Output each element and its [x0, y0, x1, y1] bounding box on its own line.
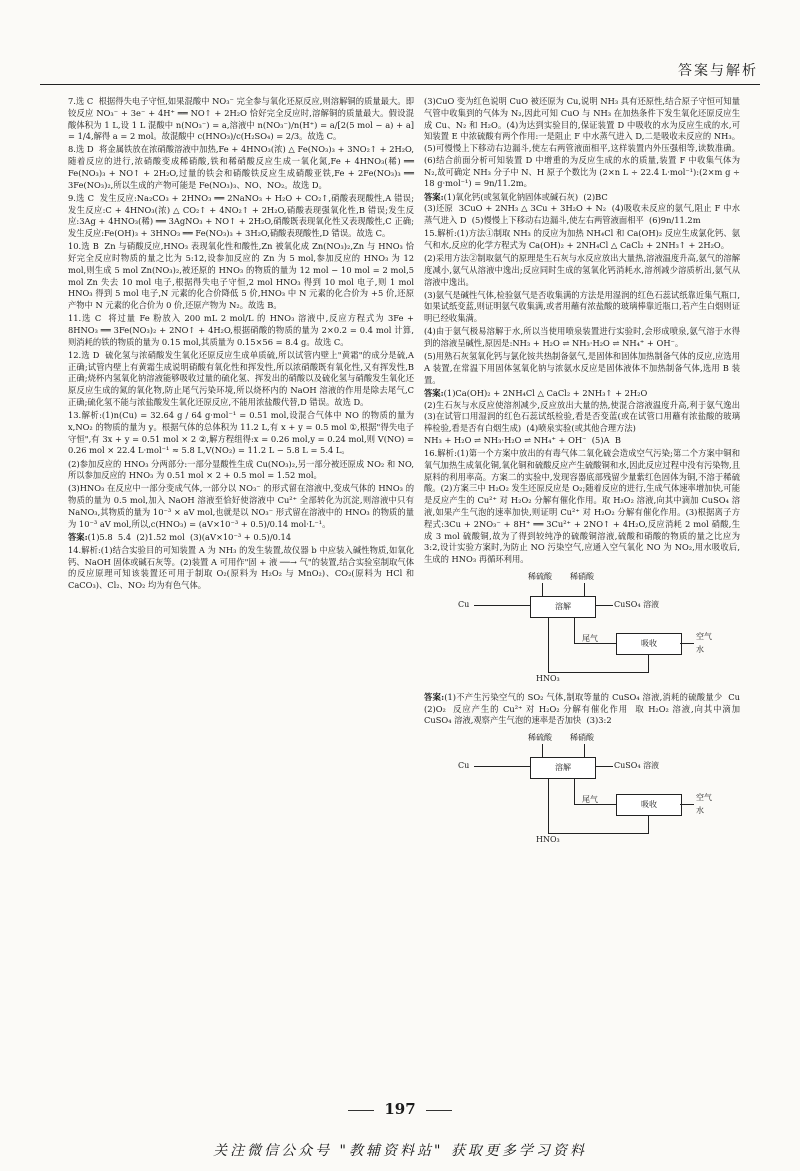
process-flow-diagram — [458, 730, 718, 845]
dissolve-box: 溶解 — [530, 596, 596, 618]
paragraph: (3)HNO₃ 在反应中一部分变成气体,一部分以 NO₃⁻ 的形式留在溶液中,变成气体的 HNO₃ 的物质的量为 0.5 mol,加入 NaOH 溶液至恰好使溶液中 Cu²⁺ 全部转化为沉淀,则溶液中只有 NaNO₃,其物质的量为 10⁻³ × aV mol,也就是以 NO₃⁻ 形式留在溶液中的 HNO₃ 的物质的量为 10⁻³ aV mol,所以,c(HNO₃) = (aV×10⁻³ + 0.5)/0.14 mol·L⁻¹。 — [68, 483, 417, 529]
nitric-acid-label: 稀硝酸 — [570, 571, 594, 581]
air-label: 空气 — [696, 793, 712, 803]
right-column — [424, 96, 746, 845]
answer-block — [424, 192, 740, 227]
answer-block — [424, 388, 740, 447]
paragraph: (3)氨气是碱性气体,检验氨气是否收集满的方法是用湿润的红色石蕊试纸靠近集气瓶口,如果试纸变蓝,则证明氨气收集满,或者用蘸有浓盐酸的玻璃棒靠近瓶口,若产生白烟则证明已经收集满。 — [424, 289, 740, 324]
sulfuric-acid-label: 稀硫酸 — [528, 571, 552, 581]
answer-text: (1)Ca(OH)₂ + 2NH₄Cl △ CaCl₂ + 2NH₃↑ + 2H₂O (2)生石灰与水反应使溶剂减少,反应放出大量的热,使混合溶液温度升高,利于氨气逸出 (3)在试管口用湿润的红色石蕊试纸检验,看是否变蓝(或在试管口用蘸有浓盐酸的玻璃棒检验,看是否有白烟生成) (4)喷泉实验(或其他合理方法) NH₃ + H₂O ⇌ NH₃·H₂O ⇌ NH₄⁺ + OH⁻ (5)A B — [424, 387, 740, 445]
paragraph: 15.解析:(1)方法①制取 NH₃ 的反应为加热 NH₄Cl 和 Ca(OH)₂ 反应生成氯化钙、氨气和水,反应的化学方程式为 Ca(OH)₂ + 2NH₄Cl △ CaCl₂ + 2NH₃↑ + 2H₂O。 — [424, 228, 740, 250]
answer-text: (1)5.8 5.4 (2)1.52 mol (3)(aV×10⁻³ + 0.5)/0.14 — [87, 531, 292, 542]
answer-label: 答案: — [424, 691, 445, 702]
tail-gas-label: 尾气 — [582, 633, 598, 643]
answer-text: (1)不产生污染空气的 SO₂ 气体,制取等量的 CuSO₄ 溶液,消耗的硫酸量少 Cu (2)O₂ 反应产生的 Cu²⁺ 对 H₂O₂ 分解有催化作用 取 H₂O₂ 溶液,向其中滴加 CuSO₄ 溶液,观察产生气泡的速率是否加快 (3)3:2 — [424, 691, 746, 726]
page-number-text: 197 — [384, 1100, 416, 1118]
paragraph: 12.选 D 硫化氢与浓硝酸发生氧化还原反应生成单质硫,所以试管内壁上"黄霜"的成分是硫,A 正确;试管内壁上有黄霜生成说明硝酸有氧化性和挥发性,所以浓硝酸既有氧化性,又有挥发性,B 正确;烧杯内氢氧化钠溶液能够吸收过量的硫化氢、挥发出的硝酸以及硫化氢与硝酸发生氧化还原反应生成的氮的氧化物,防止尾气污染环境,所以烧杯内的 NaOH 溶液的作用是除去尾气,C 正确;硫化氢不能与浓盐酸发生氧化还原反应,不能用浓盐酸代替,D 错误。故选 D。 — [68, 349, 417, 408]
paragraph: (3)CuO 变为红色说明 CuO 被还原为 Cu,说明 NH₃ 具有还原性,结合原子守恒可知量气管中收集到的气体为 N₂,因此可知 CuO 与 NH₃ 在加热条件下发生氧化还原反应生成 Cu、N₂ 和 H₂O。(4)为达到实验目的,保证装置 D 中吸收的水为反应生成的水,可知装置 E 中浓硫酸有两个作用:一是阻止 F 中水蒸气进入 D,二是吸收未反应的 NH₃。(5)可慢慢上下移动右边漏斗,使左右两管液面相平,这样装置内外压强相等,读数准确。(6)结合前面分析可知装置 D 中增重的为反应生成的水的质量,装置 F 中收集气体为 N₂,故可确定 NH₃ 分子中 N、H 原子个数比为 (2×n L ÷ 22.4 L·mol⁻¹):(2×m g ÷ 18 g·mol⁻¹) = 9n/11.2m。 — [424, 96, 743, 189]
footer-note: 关注微信公众号 "教辅资料站" 获取更多学习资料 — [213, 1143, 587, 1159]
cuso4-solution-label: CuSO₄ 溶液 — [614, 599, 660, 609]
paragraph: (4)由于氨气极易溶解于水,所以当使用喷泉装置进行实验时,会形成喷泉,氨气溶于水得到的溶液呈碱性,原因是:NH₃ + H₂O ⇌ NH₃·H₂O ⇌ NH₄⁺ + OH⁻。 — [424, 326, 740, 349]
answer-label: 答案: — [424, 191, 444, 202]
sulfuric-acid-label: 稀硫酸 — [528, 733, 552, 743]
answer-label: 答案: — [68, 531, 88, 542]
paragraph: 13.解析:(1)n(Cu) = 32.64 g / 64 g·mol⁻¹ = 0.51 mol,设混合气体中 NO 的物质的量为 x,NO₂ 的物质的量为 y。根据气体的总体积为 11.2 L,有 x + y = 0.5 mol ①,根据"得失电子守恒",有 3x + y = 0.51 mol × 2 ②,解方程组得:x = 0.26 mol,y = 0.24 mol,则 V(NO) = 0.26 mol × 22.4 L·mol⁻¹ ≈ 5.8 L,V(NO₂) = 11.2 L − 5.8 L = 5.4 L。 — [68, 410, 417, 456]
hno3-label: HNO₃ — [536, 673, 560, 683]
air-label: 空气 — [696, 631, 712, 641]
paragraph: 8.选 D 将金属铁放在浓硝酸溶液中加热,Fe + 4HNO₃(浓) △ Fe(NO₃)₃ + 3NO₂↑ + 2H₂O,随着反应的进行,浓硝酸变成稀硝酸,铁和稀硝酸反应生成一氧化氮,Fe + 4HNO₃(稀) ══ Fe(NO₃)₃ + NO↑ + 2H₂O,过量的铁会和硝酸铁反应生成硝酸亚铁,Fe + 2Fe(NO₃)₃ ══ 3Fe(NO₃)₂,所以生成的产物可能是 Fe(NO₃)₃、NO、NO₂。故选 D。 — [68, 144, 417, 190]
cu-label: Cu — [458, 599, 470, 609]
page-header — [0, 0, 800, 86]
header-title: 答案与解析 — [678, 63, 758, 79]
hno3-label: HNO₃ — [536, 835, 560, 845]
process-flow-diagram — [458, 569, 718, 689]
cu-label: Cu — [458, 761, 470, 771]
water-label: 水 — [696, 806, 704, 816]
paragraph: 9.选 C 发生反应:Na₂CO₃ + 2HNO₃ ══ 2NaNO₃ + H₂O + CO₂↑,硝酸表现酸性,A 错误;发生反应:C + 4HNO₃(浓) △ CO₂↑ + 4NO₂↑ + 2H₂O,硝酸表现强氧化性,B 错误;发生反应:3Ag + 4HNO₃(稀) ══ 3AgNO₃ + NO↑ + 2H₂O,硝酸既表现氧化性又表现酸性,C 正确;发生反应:Fe(OH)₃ + 3HNO₃ ══ Fe(NO₃)₃ + 3H₂O,硝酸表现酸性,D 错误。故选 C。 — [68, 192, 414, 239]
paragraph: 11.选 C 将过量 Fe 粉放入 200 mL 2 mol/L 的 HNO₃ 溶液中,反应方程式为 3Fe + 8HNO₃ ══ 3Fe(NO₃)₂ + 2NO↑ + 4H₂O,根据硝酸的物质的量为 2×0.2 = 0.4 mol 计算,则消耗的铁的物质的量为 0.15 mol,其质量为 0.15×56 = 8.4 g。故选 C。 — [68, 313, 417, 347]
page-number — [0, 1100, 800, 1118]
absorb-box: 吸收 — [616, 633, 682, 655]
paragraph: 7.选 C 根据得失电子守恒,如果混酸中 NO₃⁻ 完全参与氧化还原反应,则溶解铜的质量最大。即铰反应 NO₃⁻ + 3e⁻ + 4H⁺ ══ NO↑ + 2H₂O 恰好完全反应时,溶解铜的质量最大。假设混酸体积为 1 L,设 1 L 混酸中 n(NO₃⁻) = a,溶液中 n(NO₃⁻)/n(H⁺) = a/[2(5 mol − a) + a] = 1/4,解得 a = 2 mol。故混酸中 c(HNO₃)/c(H₂SO₄) = 2/3。故选 C。 — [68, 96, 417, 142]
nitric-acid-label: 稀硝酸 — [570, 733, 594, 743]
water-label: 水 — [696, 644, 704, 654]
paragraph: 16.解析:(1)第一个方案中放出的有毒气体二氧化硫会造成空气污染;第二个方案中铜和氧气加热生成氧化铜,氧化铜和硫酸反应产生硫酸铜和水,因此反应过程中没有污染物,且原料的利用率高。方案二的实验中,发现容器底部残留少量紫红色固体为铜,不溶于稀硫酸。(2)方案三中 H₂O₂ 发生还原反应是 O₂;随着反应的进行,生成气体速率增加快,可能是反应产生的 Cu²⁺ 对 H₂O₂ 分解有催化作用。取 H₂O₂ 溶液,向其中滴加 CuSO₄ 溶液,如果产生气泡的速率加快,则证明 Cu²⁺ 对 H₂O₂ 分解有催化作用。(3)根据离子方程式:3Cu + 2NO₃⁻ + 8H⁺ ══ 3Cu²⁺ + 2NO↑ + 4H₂O,反应消耗 2 mol 硝酸,生成 3 mol 硫酸铜,故为了得到较纯净的硫酸铜溶液,硫酸和硝酸的物质的量之比应为 3:2,设计实验方案时,为防止 NO 污染空气,应通入空气氧化 NO 为 NO₂,用水吸收后,生成的 HNO₃ 再循环利用。 — [424, 448, 743, 565]
paragraph: 10.选 B Zn 与硝酸反应,HNO₃ 表现氧化性和酸性,Zn 被氧化成 Zn(NO₃)₂,Zn 与 HNO₃ 恰好完全反应时物质的量之比为 5:12,设参加反应的 Zn 为 5 mol,参加反应的 HNO₃ 为 12 mol,则生成 5 mol Zn(NO₃)₂,被还原的 HNO₃ 的物质的量为 12 mol − 10 mol = 2 mol,5 mol Zn 失去 10 mol 电子,根据得失电子守恒,2 mol HNO₃ 得到 10 mol 电子,则 1 mol HNO₃ 得到 5 mol 电子,N 元素的化合价降低 5 价,HNO₃ 中 N 元素的化合价为 +5 价,还原产物中 N 元素的化合价为 0 价,还原产物为 N₂。故选 B。 — [68, 241, 417, 311]
tail-gas-label: 尾气 — [582, 795, 598, 805]
answer-text: (1)氧化钙(或氢氧化钠固体或碱石灰) (2)BC (3)还原 3CuO + 2NH₃ △ 3Cu + 3H₂O + N₂ (4)吸收未反应的氨气,阻止 F 中水蒸气进入 D (5)慢慢上下移动右边漏斗,使左右两管液面相平 (6)9n/11.2m — [424, 191, 740, 226]
paragraph: (2)采用方法②制取氨气的原理是生石灰与水反应放出大量热,溶液温度升高,氨气的溶解度减小,氨气从溶液中逸出;反应同时生成的氢氧化钙消耗水,溶剂减少溶质析出,氨气从溶液中逸出。 — [424, 253, 740, 287]
paragraph: 14.解析:(1)结合实验目的可知装置 A 为 NH₃ 的发生装置,故仪器 b 中应装入碱性物质,如氧化钙、NaOH 固体或碱石灰等。(2)装置 A 可用作"固 + 液 ──→ 气"的装置,结合实验室制取气体的反应原理可知该装置还可用于制取 O₂(原料为 H₂O₂ 与 MnO₂)、CO₂(原料为 HCl 和 CaCO₃)、Cl₂、NO₂ 均为有色气体。 — [68, 544, 417, 591]
left-column — [68, 96, 417, 593]
answer-block — [68, 532, 414, 544]
answer-label: 答案: — [424, 387, 444, 398]
cuso4-solution-label: CuSO₄ 溶液 — [614, 761, 660, 771]
paragraph: (5)用熟石灰氢氧化钙与氯化铵共热制备氨气,是固体和固体加热制备气体的反应,应选用 A 装置,在常温下用固体氢氧化钠与浓氨水反应是固体液体不加热制备气体,选用 B 装置。 — [424, 351, 743, 385]
absorb-box: 吸收 — [616, 794, 682, 816]
dissolve-box: 溶解 — [530, 757, 596, 779]
header-rule — [40, 84, 760, 85]
paragraph: (2)参加反应的 HNO₃ 分两部分:一部分显酸性生成 Cu(NO₃)₂,另一部分被还原成 NO₂ 和 NO,所以参加反应的 HNO₃ 为 0.51 mol × 2 + 0.5 mol = 1.52 mol。 — [68, 458, 414, 481]
answer-block — [424, 691, 746, 727]
